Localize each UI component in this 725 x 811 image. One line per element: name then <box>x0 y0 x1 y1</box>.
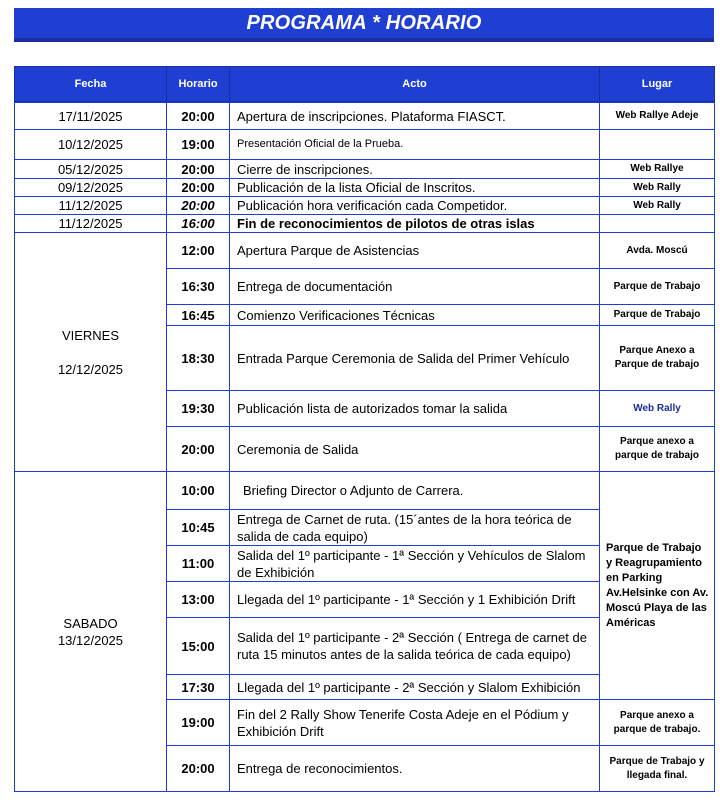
lugar-cell: Web Rally <box>600 391 715 427</box>
fecha-cell: 17/11/2025 <box>15 103 167 130</box>
header-row <box>15 67 715 102</box>
fecha-cell: 09/12/2025 <box>15 179 167 197</box>
hora-cell: 13:00 <box>167 582 230 618</box>
lugar-cell: Parque de Trabajo y llegada final. <box>600 746 715 792</box>
hora-cell: 19:00 <box>167 700 230 746</box>
lugar-cell: Web Rally <box>600 179 715 197</box>
acto-cell: Entrega de reconocimientos. <box>230 746 600 792</box>
acto-cell: Publicación hora verificación cada Competidor. <box>230 197 600 215</box>
acto-cell: Ceremonia de Salida <box>230 427 600 472</box>
table-row <box>15 103 715 130</box>
day-cell-viernes <box>15 233 167 472</box>
hora-cell: 20:00 <box>167 746 230 792</box>
acto-cell: Entrada Parque Ceremonia de Salida del Primer Vehículo <box>230 326 600 391</box>
fecha-cell: 11/12/2025 <box>15 215 167 233</box>
day-cell-sabado <box>15 472 167 792</box>
table-row <box>15 233 715 269</box>
fecha-cell: 11/12/2025 <box>15 197 167 215</box>
hora-cell: 16:30 <box>167 269 230 305</box>
acto-cell: Briefing Director o Adjunto de Carrera. <box>230 472 600 510</box>
header-acto: Acto <box>230 67 600 102</box>
lugar-cell <box>600 130 715 160</box>
acto-cell: Publicación lista de autorizados tomar la salida <box>230 391 600 427</box>
lugar-cell: Parque de Trabajo <box>600 269 715 305</box>
lugar-cell: Parque anexo a parque de trabajo. <box>600 700 715 746</box>
hora-cell: 17:30 <box>167 675 230 700</box>
lugar-cell: Web Rallye <box>600 160 715 179</box>
fecha-cell: 05/12/2025 <box>15 160 167 179</box>
day-date: 12/12/2025 <box>57 361 124 377</box>
table-row <box>15 160 715 179</box>
hora-cell: 19:00 <box>167 130 230 160</box>
schedule-table <box>14 66 715 792</box>
hora-cell: 20:00 <box>167 103 230 130</box>
hora-cell: 20:00 <box>167 179 230 197</box>
lugar-cell: Avda. Moscú <box>600 233 715 269</box>
page-title: PROGRAMA * HORARIO <box>246 11 482 34</box>
acto-cell: Publicación de la lista Oficial de Inscritos. <box>230 179 600 197</box>
table-row <box>15 472 715 510</box>
hora-cell: 11:00 <box>167 546 230 582</box>
acto-cell: Llegada del 1º participante - 2ª Sección y Slalom Exhibición <box>230 675 600 700</box>
acto-cell: Entrega de Carnet de ruta. (15´antes de la hora teórica de salida de cada equipo) <box>230 510 600 546</box>
hora-cell: 20:00 <box>167 197 230 215</box>
lugar-cell <box>600 215 715 233</box>
hora-cell: 20:00 <box>167 160 230 179</box>
hora-cell: 15:00 <box>167 618 230 675</box>
hora-cell: 18:30 <box>167 326 230 391</box>
acto-cell: Comienzo Verificaciones Técnicas <box>230 305 600 326</box>
hora-cell: 16:00 <box>167 215 230 233</box>
lugar-cell: Parque de Trabajo <box>600 305 715 326</box>
lugar-cell: Web Rallye Adeje <box>600 103 715 130</box>
acto-cell: Entrega de documentación <box>230 269 600 305</box>
fecha-cell: 10/12/2025 <box>15 130 167 160</box>
hora-cell: 16:45 <box>167 305 230 326</box>
lugar-cell: Parque anexo a parque de trabajo <box>600 427 715 472</box>
day-date: 13/12/2025 <box>57 632 124 648</box>
hora-cell: 10:45 <box>167 510 230 546</box>
day-name: SABADO <box>63 615 118 631</box>
header-horario: Horario <box>167 67 230 102</box>
acto-cell: Presentación Oficial de la Prueba. <box>230 130 600 160</box>
table-row <box>15 197 715 215</box>
acto-cell: Llegada del 1º participante - 1ª Sección y 1 Exhibición Drift <box>230 582 600 618</box>
title-bar <box>14 8 714 42</box>
table-row <box>15 179 715 197</box>
acto-cell: Cierre de inscripciones. <box>230 160 600 179</box>
hora-cell: 12:00 <box>167 233 230 269</box>
acto-cell: Salida del 1º participante - 2ª Sección ( Entrega de carnet de ruta 15 minutos antes de la salida teórica de cada equipo) <box>230 618 600 675</box>
hora-cell: 20:00 <box>167 427 230 472</box>
day-name: VIERNES <box>61 327 120 343</box>
lugar-cell: Parque Anexo a Parque de trabajo <box>600 326 715 391</box>
lugar-cell-shared: Parque de Trabajo y Reagrupamiento en Parking Av.Helsinke con Av. Moscú Playa de las Américas <box>600 472 715 700</box>
table-row <box>15 130 715 160</box>
acto-cell: Fin del 2 Rally Show Tenerife Costa Adeje en el Pódium y Exhibición Drift <box>230 700 600 746</box>
lugar-cell: Web Rally <box>600 197 715 215</box>
acto-cell: Salida del 1º participante - 1ª Sección y Vehículos de Slalom de Exhibición <box>230 546 600 582</box>
header-fecha: Fecha <box>15 67 167 102</box>
hora-cell: 10:00 <box>167 472 230 510</box>
acto-cell: Fin de reconocimientos de pilotos de otras islas <box>230 215 600 233</box>
table-row <box>15 215 715 233</box>
hora-cell: 19:30 <box>167 391 230 427</box>
acto-cell: Apertura Parque de Asistencias <box>230 233 600 269</box>
acto-cell: Apertura de inscripciones. Plataforma FIASCT. <box>230 103 600 130</box>
header-lugar: Lugar <box>600 67 715 102</box>
